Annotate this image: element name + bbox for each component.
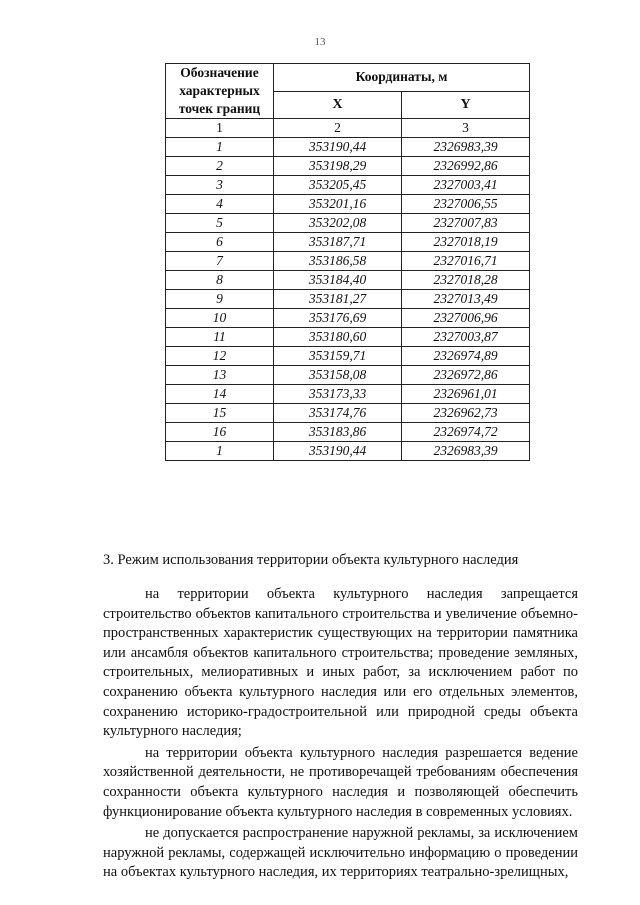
x-cell: 353183,86 xyxy=(274,423,402,442)
x-cell: 353158,08 xyxy=(274,366,402,385)
header-coordinates: Координаты, м xyxy=(274,64,530,92)
x-cell: 353181,27 xyxy=(274,290,402,309)
y-cell: 2327006,55 xyxy=(402,195,530,214)
coordinates-table xyxy=(165,63,530,461)
point-cell: 3 xyxy=(166,176,274,195)
x-cell: 353159,71 xyxy=(274,347,402,366)
y-cell: 2326972,86 xyxy=(402,366,530,385)
point-cell: 14 xyxy=(166,385,274,404)
y-cell: 2327006,96 xyxy=(402,309,530,328)
x-cell: 353198,29 xyxy=(274,157,402,176)
table-row xyxy=(166,176,530,195)
table-body xyxy=(166,138,530,461)
x-cell: 353201,16 xyxy=(274,195,402,214)
point-cell: 6 xyxy=(166,233,274,252)
point-cell: 9 xyxy=(166,290,274,309)
table-row xyxy=(166,233,530,252)
point-cell: 12 xyxy=(166,347,274,366)
x-cell: 353174,76 xyxy=(274,404,402,423)
x-cell: 353180,60 xyxy=(274,328,402,347)
x-cell: 353202,08 xyxy=(274,214,402,233)
table-row xyxy=(166,404,530,423)
point-cell: 1 xyxy=(166,442,274,461)
y-cell: 2327016,71 xyxy=(402,252,530,271)
column-number: 3 xyxy=(402,119,530,138)
y-cell: 2326992,86 xyxy=(402,157,530,176)
column-number: 1 xyxy=(166,119,274,138)
column-number: 2 xyxy=(274,119,402,138)
point-cell: 4 xyxy=(166,195,274,214)
table-row xyxy=(166,423,530,442)
table-row xyxy=(166,385,530,404)
header-y: Y xyxy=(402,91,530,119)
point-cell: 15 xyxy=(166,404,274,423)
y-cell: 2327007,83 xyxy=(402,214,530,233)
y-cell: 2326983,39 xyxy=(402,138,530,157)
x-cell: 353176,69 xyxy=(274,309,402,328)
paragraph: не допускается распространение наружной рекламы, за исключением наружной рекламы, содержащей исключительно информацию о проведении на объектах культурного наследия, их территориях театрально-зрелищных, xyxy=(103,825,578,881)
x-cell: 353205,45 xyxy=(274,176,402,195)
table-row xyxy=(166,271,530,290)
table-row xyxy=(166,290,530,309)
y-cell: 2327018,28 xyxy=(402,271,530,290)
x-cell: 353186,58 xyxy=(274,252,402,271)
x-cell: 353190,44 xyxy=(274,138,402,157)
y-cell: 2327003,41 xyxy=(402,176,530,195)
point-cell: 7 xyxy=(166,252,274,271)
y-cell: 2327013,49 xyxy=(402,290,530,309)
y-cell: 2327018,19 xyxy=(402,233,530,252)
x-cell: 353184,40 xyxy=(274,271,402,290)
point-cell: 2 xyxy=(166,157,274,176)
table-row xyxy=(166,214,530,233)
y-cell: 2326974,72 xyxy=(402,423,530,442)
point-cell: 16 xyxy=(166,423,274,442)
y-cell: 2327003,87 xyxy=(402,328,530,347)
x-cell: 353173,33 xyxy=(274,385,402,404)
x-cell: 353190,44 xyxy=(274,442,402,461)
table-row xyxy=(166,442,530,461)
point-cell: 5 xyxy=(166,214,274,233)
x-cell: 353187,71 xyxy=(274,233,402,252)
header-point-label: Обозначение характерных точек границ xyxy=(166,64,274,119)
table-row xyxy=(166,366,530,385)
table-row xyxy=(166,138,530,157)
y-cell: 2326962,73 xyxy=(402,404,530,423)
table-row xyxy=(166,328,530,347)
point-cell: 13 xyxy=(166,366,274,385)
point-cell: 10 xyxy=(166,309,274,328)
y-cell: 2326983,39 xyxy=(402,442,530,461)
section-title: 3. Режим использования территории объекта культурного наследия xyxy=(103,552,519,568)
table-row xyxy=(166,252,530,271)
paragraph: на территории объекта культурного наследия запрещается строительство объектов капитального строительства и увеличение объемно-пространственных характеристик существующих на территории памятника или ансамбля объектов капитального строительства; проведение земляных, строительных, мелиоративных и иных работ, за исключением работ по сохранению объекта культурного наследия или его отдельных элементов, сохранению историко-градостроительной или природной среды объекта культурного наследия; xyxy=(103,586,578,740)
page-number: 13 xyxy=(314,36,326,48)
table-row xyxy=(166,309,530,328)
point-cell: 1 xyxy=(166,138,274,157)
table-row xyxy=(166,347,530,366)
body-text xyxy=(103,585,578,885)
table-row xyxy=(166,195,530,214)
header-x: X xyxy=(274,91,402,119)
point-cell: 8 xyxy=(166,271,274,290)
table-row xyxy=(166,157,530,176)
point-cell: 11 xyxy=(166,328,274,347)
y-cell: 2326961,01 xyxy=(402,385,530,404)
y-cell: 2326974,89 xyxy=(402,347,530,366)
paragraph: на территории объекта культурного наследия разрешается ведение хозяйственной деятельности, не противоречащей требованиям обеспечения сохранности объекта культурного наследия и позволяющей обеспечить функционирование объекта культурного наследия в современных условиях. xyxy=(103,744,578,820)
